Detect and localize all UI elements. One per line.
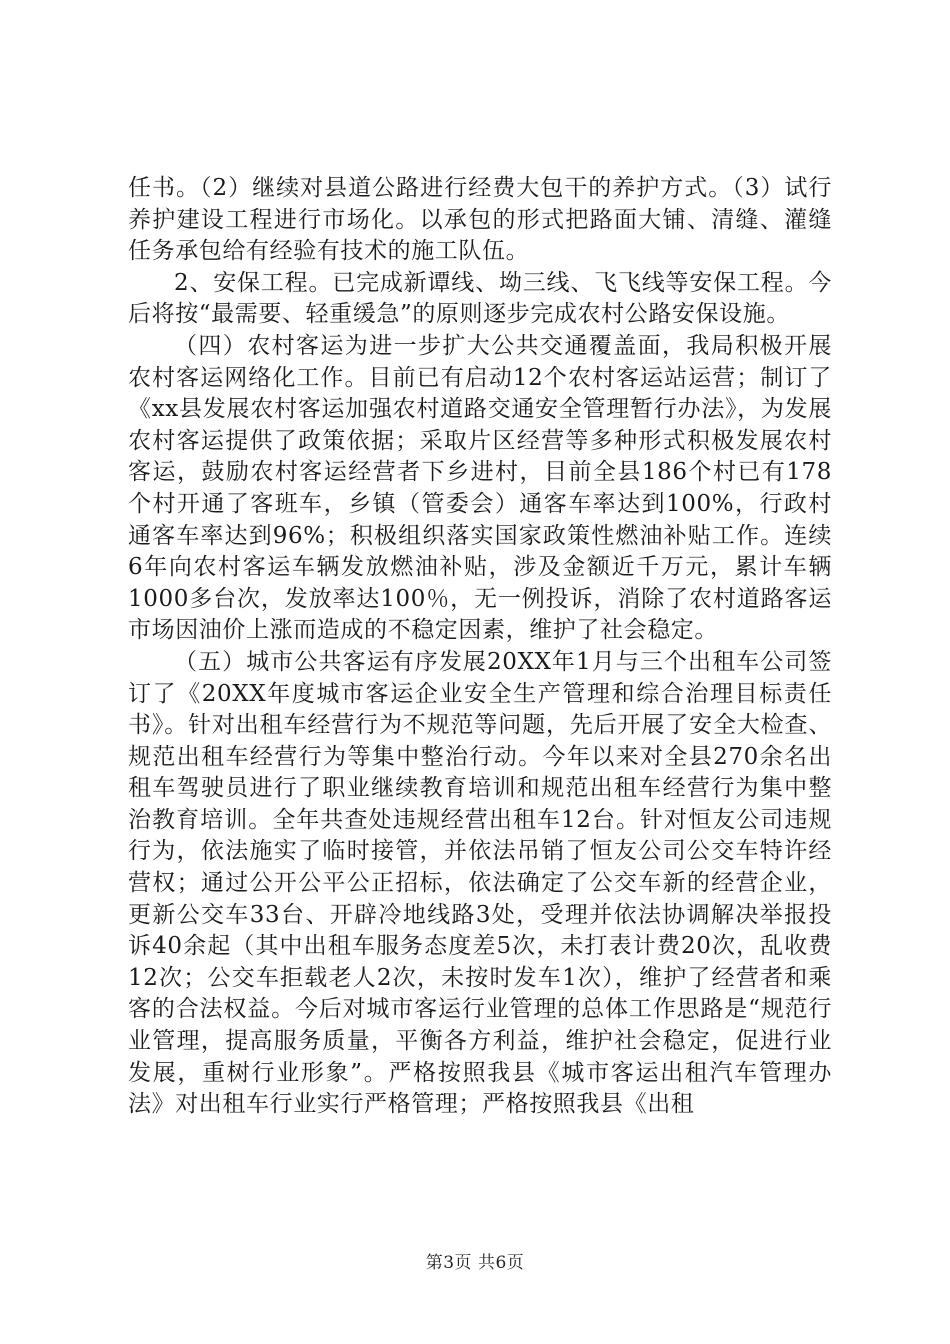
page-number-footer: 第3页 共6页 — [425, 1253, 525, 1273]
paragraph-urban-transport: （五）城市公共客运有序发展20XX年1月与三个出租车公司签订了《20XX年度城市客运企业安全生产管理和综合治理目标责任书》。针对出租车经营行为不规范等问题，先后开展了安全大检查、规范出租车经营行为等集中整治行动。今年以来对全县270余名出租车驾驶员进行了职业继续教育培训和规范出租车经营行为集中整治教育培训。全年共查处违规经营出租车12台。针对恒友公司违规行为，依法施实了临时接管，并依法吊销了恒友公司公交车特许经营权；通过公开公平公正招标，依法确定了公交车新的经营企业，更新公交车33台、开辟冷地线路3处，受理并依法协调解决举报投诉40余起（其中出租车服务态度差5次，未打表计费20次，乱收费12次；公交车拒载老人2次，未按时发车1次），维护了经营者和乘客的合法权益。今后对城市客运行业管理的总体工作思路是“规范行业管理，提高服务质量，平衡各方利益，维护社会稳定，促进行业发展，重树行业形象”。严格按照我县《城市客运出租汽车管理办法》对出租车行业实行严格管理；严格按照我县《出租 — [128, 648, 832, 1118]
document-body — [128, 173, 832, 1121]
paragraph-continuation: 任书。（2）继续对县道公路进行经费大包干的养护方式。（3）试行养护建设工程进行市场化。以承包的形式把路面大铺、清缝、灌缝任务承包给有经验有技术的施工队伍。 — [128, 175, 832, 265]
paragraph-safety-project: 2、安保工程。已完成新谭线、坳三线、飞飞线等安保工程。今后将按“最需要、轻重缓急”的原则逐步完成农村公路安保设施。 — [128, 269, 832, 328]
paragraph-rural-transport: （四）农村客运为进一步扩大公共交通覆盖面，我局积极开展农村客运网络化工作。目前已有启动12个农村客运站运营；制订了《xx县发展农村客运加强农村道路交通安全管理暂行办法》，为发展农村客运提供了政策依据；采取片区经营等多种形式积极发展农村客运，鼓励农村客运经营者下乡进村，目前全县186个村已有178个村开通了客班车，乡镇（管委会）通客车率达到100%，行政村通客车率达到96%；积极组织落实国家政策性燃油补贴工作。连续6年向农村客运车辆发放燃油补贴，涉及金额近千万元，累计车辆1000多台次，发放率达100％，无一例投诉，消除了农村道路客运市场因油价上涨而造成的不稳定因素，维护了社会稳定。 — [128, 332, 832, 644]
